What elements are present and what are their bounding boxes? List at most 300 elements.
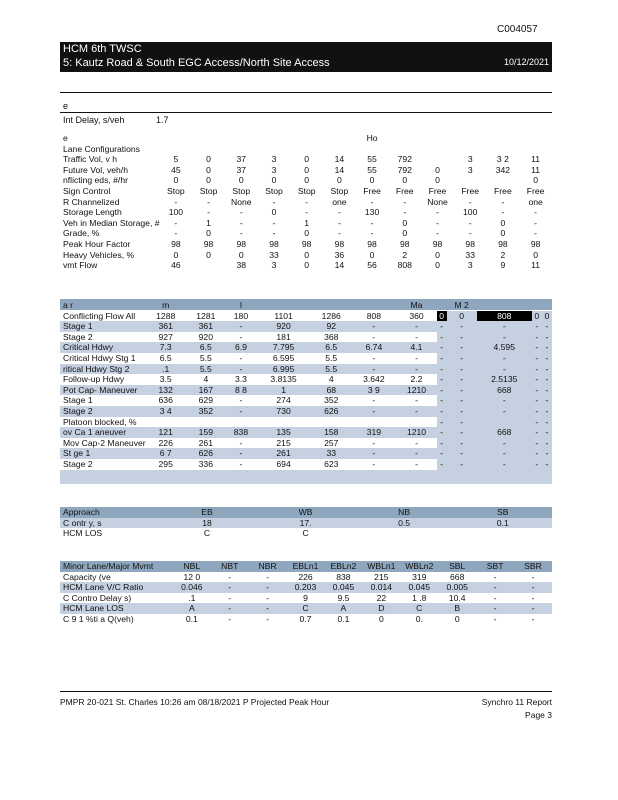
row-label: ov Ca 1 aneuver — [63, 427, 127, 438]
table-header-row — [60, 507, 552, 518]
table-cell: 319 — [412, 571, 427, 582]
table-row — [60, 228, 552, 239]
table-cell: - — [447, 459, 477, 470]
table-cell: 3 4 — [159, 405, 172, 416]
table-cell: 5.5 — [199, 352, 212, 363]
table-cell: - — [501, 207, 505, 218]
table-cell: - — [468, 217, 472, 228]
table-cell: 22 — [376, 592, 387, 603]
lane-table — [60, 561, 552, 625]
table-cell: - — [372, 363, 376, 374]
table-cell: Free — [363, 185, 381, 196]
table-cell: - — [542, 448, 552, 459]
table-cell: 215 — [276, 437, 291, 448]
table-cell: 56 — [367, 260, 377, 271]
table-cell: - — [531, 613, 535, 624]
table-cell: - — [239, 331, 243, 342]
table-cell: - — [468, 196, 472, 207]
table-cell — [192, 144, 225, 155]
table-cell: 98 — [465, 238, 475, 249]
table-cell: - — [532, 406, 542, 417]
table-cell: 1210 — [406, 384, 427, 395]
table-cell: - — [542, 427, 552, 438]
table-cell: 181 — [276, 331, 291, 342]
table-cell: - — [447, 385, 477, 396]
table-cell: 167 — [198, 384, 213, 395]
divider — [60, 92, 552, 93]
table-cell: - — [477, 395, 532, 406]
table-cell: 6.5 — [199, 342, 212, 353]
table-row — [60, 311, 552, 322]
column-header — [311, 300, 351, 311]
table-cell: 0 — [437, 311, 447, 322]
table-cell: - — [266, 592, 270, 603]
table-cell: - — [447, 438, 477, 449]
table-cell: - — [493, 613, 497, 624]
column-header: WBLn1 — [367, 561, 396, 571]
table-cell: Stop — [330, 185, 349, 196]
row-label: St ge 1 — [63, 448, 91, 459]
table-cell: - — [370, 217, 374, 228]
row-label: Stage 1 — [63, 321, 93, 332]
column-header: SBT — [486, 561, 504, 571]
table-cell: - — [228, 603, 232, 614]
table-cell: 3.8135 — [270, 374, 297, 385]
table-cell: - — [437, 374, 447, 385]
table-cell — [454, 144, 487, 155]
table-cell: 5 — [173, 154, 179, 165]
row-label: Conflicting Flow All — [63, 310, 136, 321]
table-cell: 2 — [500, 249, 506, 260]
table-cell — [225, 144, 258, 155]
table-cell: 17. — [299, 517, 312, 528]
table-cell: - — [532, 321, 542, 332]
table-cell: - — [532, 417, 542, 428]
table-cell: - — [447, 353, 477, 364]
row-label: Stage 2 — [63, 331, 93, 342]
table-cell: 274 — [276, 395, 291, 406]
table-cell: - — [372, 321, 376, 332]
row-label: Stage 2 — [63, 405, 93, 416]
table-cell: - — [531, 582, 535, 593]
table-cell: 1210 — [406, 427, 427, 438]
table-cell: 3 — [271, 164, 277, 175]
intersection-name: 5: Kautz Road & South EGC Access/North Site Access — [63, 57, 330, 69]
column-header — [421, 133, 454, 144]
table-cell: - — [239, 395, 243, 406]
table-cell: 0.005 — [446, 582, 468, 593]
row-label: Heavy Vehicles, % — [63, 249, 135, 260]
table-cell: 7.795 — [272, 342, 295, 353]
table-cell: - — [532, 438, 542, 449]
table-cell: 0 — [173, 175, 179, 186]
table-cell: 6.74 — [365, 342, 383, 353]
table-cell: 226 — [298, 571, 313, 582]
table-cell: 158 — [324, 427, 339, 438]
table-cell: 342 — [495, 164, 511, 175]
table-cell: 1 — [281, 384, 286, 395]
table-cell — [453, 528, 552, 539]
table-cell: - — [337, 207, 341, 218]
table-row — [60, 427, 552, 438]
table-row — [60, 175, 552, 186]
table-cell: 92 — [326, 321, 337, 332]
table-cell: C — [302, 603, 309, 614]
table-cell: - — [493, 571, 497, 582]
table-cell: - — [415, 352, 418, 363]
row-label: Stage 1 — [63, 395, 93, 406]
table-cell: 0 — [336, 175, 342, 186]
table-cell — [421, 144, 454, 155]
table-cell: - — [403, 196, 407, 207]
table-cell: - — [337, 228, 341, 239]
table-cell: - — [477, 459, 532, 470]
column-header — [437, 300, 447, 311]
table-cell: 98 — [367, 238, 377, 249]
row-label: Stage 2 — [63, 458, 93, 469]
row-label: ritical Hdwy Stg 2 — [63, 363, 130, 374]
table-cell: - — [174, 228, 178, 239]
table-cell: - — [415, 395, 418, 406]
table-cell: 98 — [171, 238, 181, 249]
table-cell: 37 — [236, 164, 247, 175]
table-cell: 14 — [334, 164, 345, 175]
table-cell: - — [305, 196, 309, 207]
report-date: 10/12/2021 — [503, 57, 549, 67]
table-row — [60, 593, 552, 604]
table-cell: Free — [494, 185, 512, 196]
table-cell: .1 — [188, 592, 196, 603]
table-cell: 100 — [463, 207, 478, 218]
table-cell — [290, 144, 323, 155]
table-cell: 6.5 — [325, 342, 338, 353]
table-cell: - — [447, 342, 477, 353]
table-cell: - — [437, 406, 447, 417]
table-cell: - — [415, 437, 418, 448]
table-cell: - — [501, 196, 505, 207]
column-header — [186, 300, 226, 311]
table-cell: 14 — [334, 260, 345, 271]
table-cell: 927 — [158, 331, 173, 342]
table-cell: 33 — [326, 448, 337, 459]
table-row — [60, 364, 552, 375]
table-row — [60, 582, 552, 593]
table-cell: 0 — [304, 228, 310, 239]
table-cell: 98 — [236, 238, 247, 249]
table-row — [60, 218, 552, 229]
table-cell: 98 — [334, 238, 345, 249]
column-header — [323, 133, 356, 144]
row-label: C ontr y, s — [63, 517, 102, 528]
table-cell — [388, 144, 421, 155]
table-cell: 0 — [500, 217, 506, 228]
table-cell: - — [534, 207, 538, 218]
table-cell — [192, 260, 225, 271]
table-cell: 98 — [301, 238, 312, 249]
major-minor-table — [60, 300, 552, 484]
table-row — [60, 239, 552, 250]
table-cell: - — [532, 427, 542, 438]
table-row — [60, 459, 552, 470]
table-cell: 336 — [198, 458, 213, 469]
table-cell — [454, 175, 487, 186]
table-cell: - — [437, 417, 447, 428]
table-cell: 38 — [236, 260, 247, 271]
table-cell: - — [532, 353, 542, 364]
table-cell: 0 — [206, 249, 211, 260]
row-label: Traffic Vol, v h — [63, 154, 117, 165]
table-cell: 121 — [158, 427, 173, 438]
table-cell: - — [542, 395, 552, 406]
table-cell: 0 — [271, 175, 277, 186]
table-cell: 1 — [206, 217, 211, 228]
table-cell: - — [532, 395, 542, 406]
table-cell: 0 — [402, 228, 408, 239]
table-cell: - — [436, 228, 439, 239]
table-cell: 0.014 — [370, 582, 393, 593]
table-cell: - — [239, 352, 243, 363]
table-cell: 0 — [304, 175, 310, 186]
row-label: HCM Lane LOS — [63, 603, 124, 614]
table-cell — [186, 417, 226, 428]
column-header — [290, 133, 323, 144]
table-cell: - — [493, 603, 497, 614]
table-cell: - — [372, 437, 376, 448]
divider — [60, 112, 552, 113]
row-label: nflicting eds, #/hr — [63, 175, 128, 186]
table-cell: 0 — [206, 164, 211, 175]
table-cell: 3.5 — [159, 374, 172, 385]
table-cell: 0.045 — [332, 582, 355, 593]
table-cell: 4.1 — [410, 342, 423, 353]
table-cell: D — [378, 603, 385, 614]
table-cell: - — [447, 427, 477, 438]
table-cell: 0 — [533, 175, 538, 186]
table-row — [60, 144, 552, 155]
table-cell: - — [542, 321, 552, 332]
table-row — [60, 603, 552, 614]
table-cell: 623 — [324, 458, 339, 469]
table-row — [60, 374, 552, 385]
table-row — [60, 438, 552, 449]
table-cell: 1281 — [196, 310, 216, 321]
table-cell: - — [207, 196, 210, 207]
footer-right: Synchro 11 Report — [481, 697, 552, 707]
table-cell — [146, 417, 186, 428]
table-cell: - — [493, 592, 497, 603]
table-cell: 3.642 — [363, 374, 385, 385]
table-cell: - — [447, 374, 477, 385]
table-cell: 0.5 — [398, 517, 411, 528]
table-row — [60, 197, 552, 208]
table-cell: 98 — [432, 238, 443, 249]
table-cell: Free — [461, 185, 480, 196]
column-header: Approach — [63, 507, 100, 517]
table-cell: 3 2 — [496, 154, 509, 165]
table-cell: 920 — [198, 331, 213, 342]
table-cell: - — [447, 321, 477, 332]
table-cell: - — [272, 217, 276, 228]
table-cell: 226 — [158, 437, 173, 448]
table-cell: 0.045 — [408, 582, 431, 593]
row-label: Veh in Median Storage, # — [63, 217, 160, 228]
column-header: WB — [298, 507, 313, 517]
table-cell: - — [372, 405, 376, 416]
table-cell: - — [542, 364, 552, 375]
table-cell: Free — [526, 185, 545, 196]
table-cell: - — [337, 217, 341, 228]
table-cell: 1101 — [274, 310, 293, 321]
table-cell: 0 — [304, 164, 310, 175]
table-cell: 319 — [366, 427, 382, 438]
table-cell: 159 — [198, 427, 213, 438]
row-label: HCM Lane V/C Ratio — [63, 582, 144, 593]
table-cell: Stop — [199, 185, 218, 196]
table-cell: - — [531, 592, 535, 603]
table-cell: 2 — [402, 249, 408, 260]
table-cell: - — [207, 207, 210, 218]
footer-rule — [60, 691, 552, 692]
table-cell: - — [477, 321, 532, 332]
table-cell: 4 — [203, 374, 209, 385]
table-cell — [477, 417, 532, 428]
table-row — [60, 186, 552, 197]
table-cell: 838 — [336, 571, 351, 582]
table-cell: 261 — [276, 448, 291, 459]
table-row — [60, 406, 552, 417]
table-cell: 6.9 — [234, 342, 247, 353]
table-cell: 0 — [532, 311, 542, 322]
table-cell: - — [531, 571, 535, 582]
table-cell: - — [437, 385, 447, 396]
table-cell: 5.5 — [199, 363, 212, 374]
table-cell: - — [370, 228, 374, 239]
document-id: C004057 — [497, 24, 538, 35]
table-cell: 5.5 — [325, 352, 338, 363]
row-label: Critical Hdwy Stg 1 — [63, 352, 136, 363]
row-label: Platoon blocked, % — [63, 416, 137, 427]
table-cell: 0.1 — [337, 613, 350, 624]
column-header: NBT — [221, 561, 239, 571]
column-header — [351, 300, 396, 311]
report-title: HCM 6th TWSC — [63, 43, 142, 55]
column-header: e — [63, 133, 68, 143]
table-cell: 0 — [304, 260, 310, 271]
table-cell: - — [415, 458, 418, 469]
table-cell: 6.595 — [272, 352, 295, 363]
column-header: a r — [63, 300, 74, 310]
table-cell: one — [528, 196, 543, 207]
table-cell: 2.5135 — [477, 374, 532, 385]
table-cell: 808 — [397, 260, 412, 271]
column-header: WBLn2 — [405, 561, 434, 571]
table-cell: - — [437, 364, 447, 375]
table-cell: 98 — [530, 238, 541, 249]
table-cell: 3.3 — [234, 374, 247, 385]
column-header: NB — [398, 507, 411, 517]
column-header — [519, 133, 552, 144]
table-cell: None — [231, 196, 252, 207]
table-cell — [351, 417, 396, 428]
table-cell: - — [437, 321, 447, 332]
table-cell: 0 — [369, 175, 375, 186]
table-cell: - — [403, 207, 407, 218]
column-header: NBR — [258, 561, 277, 571]
table-cell — [226, 417, 256, 428]
row-label: Pot Cap- Maneuver — [63, 384, 138, 395]
column-header: EBLn1 — [292, 561, 319, 571]
table-cell: 0 — [500, 228, 506, 239]
table-cell: 0 — [533, 249, 538, 260]
table-cell: 132 — [158, 384, 173, 395]
table-row — [60, 250, 552, 261]
table-cell: - — [447, 332, 477, 343]
table-cell: 68 — [326, 384, 337, 395]
table-cell: 6.995 — [272, 363, 295, 374]
column-header: Ma — [410, 300, 423, 310]
table-cell: - — [477, 406, 532, 417]
table-cell: - — [437, 342, 447, 353]
table-cell: - — [305, 207, 309, 218]
table-cell: 730 — [276, 405, 291, 416]
table-cell: - — [437, 448, 447, 459]
table-cell: 45 — [171, 164, 181, 175]
column-header — [192, 133, 225, 144]
row-label: R Channelized — [63, 196, 120, 207]
table-cell: 98 — [498, 238, 508, 249]
movement-table — [60, 133, 552, 271]
table-header-row — [60, 561, 552, 572]
table-cell: 9.5 — [337, 592, 350, 603]
table-cell: 3 9 — [367, 384, 380, 395]
table-cell: - — [239, 448, 243, 459]
table-cell: 9 — [500, 260, 506, 271]
spacer-row — [60, 470, 552, 484]
table-row — [60, 448, 552, 459]
table-cell: 0 — [271, 207, 277, 218]
table-cell: - — [437, 427, 447, 438]
table-cell: 215 — [374, 571, 389, 582]
table-cell — [355, 528, 454, 539]
table-row — [60, 528, 552, 539]
table-cell — [421, 154, 454, 165]
spacer — [60, 470, 552, 484]
table-cell: - — [266, 603, 270, 614]
table-row — [60, 260, 552, 271]
table-cell: 4 — [328, 374, 334, 385]
table-row — [60, 395, 552, 406]
table-cell: - — [437, 332, 447, 343]
table-cell: Stop — [297, 185, 316, 196]
row-label: C Contro Delay s) — [63, 592, 132, 603]
table-cell: 636 — [158, 395, 173, 406]
table-cell: Free — [428, 185, 447, 196]
table-cell: 0.1 — [185, 613, 198, 624]
table-cell — [160, 144, 193, 155]
table-cell: - — [437, 438, 447, 449]
table-cell: 1288 — [156, 310, 176, 321]
table-cell: 368 — [324, 331, 339, 342]
table-cell: Stop — [232, 185, 251, 196]
table-cell: - — [447, 417, 477, 428]
table-row — [60, 332, 552, 343]
table-cell: 360 — [409, 310, 424, 321]
table-cell: 36 — [334, 249, 345, 260]
table-cell: 1 — [304, 217, 310, 228]
table-cell: 0 — [304, 249, 310, 260]
table-cell: 668 — [477, 385, 532, 396]
table-cell: - — [532, 374, 542, 385]
